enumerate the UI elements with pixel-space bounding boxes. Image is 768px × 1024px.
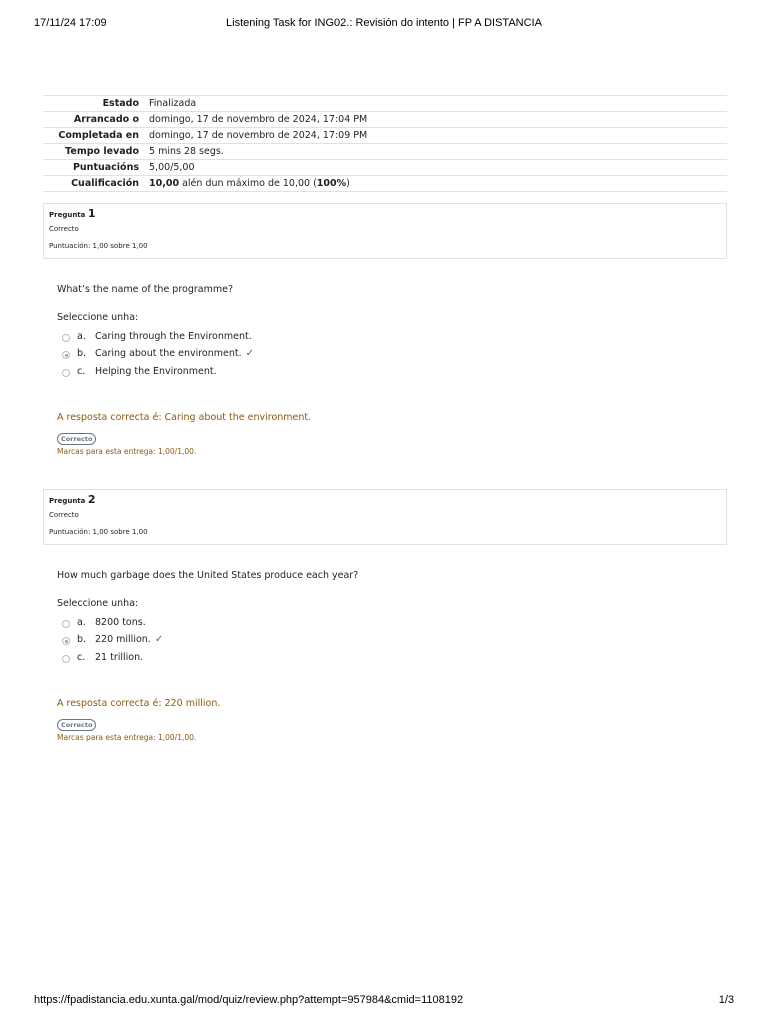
correct-badge: Correcto	[57, 433, 96, 445]
question-number	[49, 493, 95, 506]
question-prefix: Pregunta	[49, 497, 86, 505]
correct-check-icon: ✓	[245, 348, 255, 359]
option-letter: b.	[77, 634, 87, 645]
page-number: 1/3	[718, 994, 734, 1006]
radio-button[interactable]	[62, 655, 70, 663]
question-state: Correcto	[49, 511, 79, 519]
option-letter: b.	[77, 348, 87, 359]
radio-button[interactable]	[62, 369, 70, 377]
grade-value	[145, 176, 727, 192]
answer-prompt: Seleccione unha:	[57, 312, 139, 323]
question-number-value: 1	[87, 207, 96, 220]
option-text: Helping the Environment.	[95, 366, 217, 377]
summary-label: Estado	[102, 98, 139, 109]
option-text	[95, 348, 254, 359]
summary-label: Tempo levado	[65, 146, 139, 157]
marks-feedback: Marcas para esta entrega: 1,00/1,00.	[57, 733, 197, 742]
summary-value: 5 mins 28 segs.	[149, 146, 224, 157]
option-label: Caring about the environment.	[95, 348, 242, 359]
summary-value: domingo, 17 de novembro de 2024, 17:04 PM	[149, 114, 368, 125]
summary-row	[43, 96, 727, 112]
answer-prompt: Seleccione unha:	[57, 598, 139, 609]
question-grade: Puntuación: 1,00 sobre 1,00	[49, 242, 148, 250]
question-2-info	[43, 489, 727, 545]
correct-check-icon: ✓	[154, 634, 164, 645]
option-label: 220 million.	[95, 634, 151, 645]
summary-row	[43, 160, 727, 176]
option-text	[95, 634, 163, 645]
option-letter: a.	[77, 617, 86, 628]
option-letter: a.	[77, 331, 86, 342]
grade-middle: alén dun máximo de 10,00 (	[182, 178, 317, 189]
radio-button-selected[interactable]	[62, 637, 70, 645]
summary-row	[43, 144, 727, 160]
print-page-title: Listening Task for ING02.: Revisión do intento | FP A DISTANCIA	[226, 17, 542, 29]
print-footer	[0, 994, 768, 1008]
grade-score: 10,00	[149, 178, 180, 189]
summary-value: 5,00/5,00	[149, 162, 195, 173]
summary-row	[43, 112, 727, 128]
question-text: How much garbage does the United States produce each year?	[57, 570, 359, 581]
summary-value: Finalizada	[149, 98, 197, 109]
print-date: 17/11/24 17:09	[34, 17, 107, 29]
summary-row	[43, 128, 727, 144]
question-state: Correcto	[49, 225, 79, 233]
question-1-info	[43, 203, 727, 259]
question-grade: Puntuación: 1,00 sobre 1,00	[49, 528, 148, 536]
option-text: 8200 tons.	[95, 617, 146, 628]
summary-value: domingo, 17 de novembro de 2024, 17:09 PM	[149, 130, 368, 141]
question-number-value: 2	[87, 493, 96, 506]
right-answer-feedback: A resposta correcta é: 220 million.	[57, 698, 221, 709]
marks-feedback: Marcas para esta entrega: 1,00/1,00.	[57, 447, 197, 456]
summary-row-grade	[43, 176, 727, 192]
page-url: https://fpadistancia.edu.xunta.gal/mod/quiz/review.php?attempt=957984&cmid=1108192	[34, 994, 464, 1006]
question-text: What’s the name of the programme?	[57, 284, 234, 295]
grade-percent: 100%	[316, 178, 347, 189]
summary-label: Cualificación	[71, 178, 139, 189]
radio-button-selected[interactable]	[62, 351, 70, 359]
summary-label: Puntuacións	[72, 162, 139, 173]
option-letter: c.	[77, 652, 86, 663]
correct-badge: Correcto	[57, 719, 96, 731]
summary-label: Completada en	[58, 130, 139, 141]
grade-end: )	[346, 178, 350, 189]
question-prefix: Pregunta	[49, 211, 86, 219]
print-header	[0, 17, 768, 31]
question-number	[49, 207, 95, 220]
option-text: 21 trillion.	[95, 652, 144, 663]
right-answer-feedback: A resposta correcta é: Caring about the environment.	[57, 412, 312, 423]
summary-label: Arrancado o	[73, 114, 139, 125]
radio-button[interactable]	[62, 620, 70, 628]
option-text: Caring through the Environment.	[95, 331, 252, 342]
option-letter: c.	[77, 366, 86, 377]
radio-button[interactable]	[62, 334, 70, 342]
attempt-summary-table	[43, 95, 727, 192]
